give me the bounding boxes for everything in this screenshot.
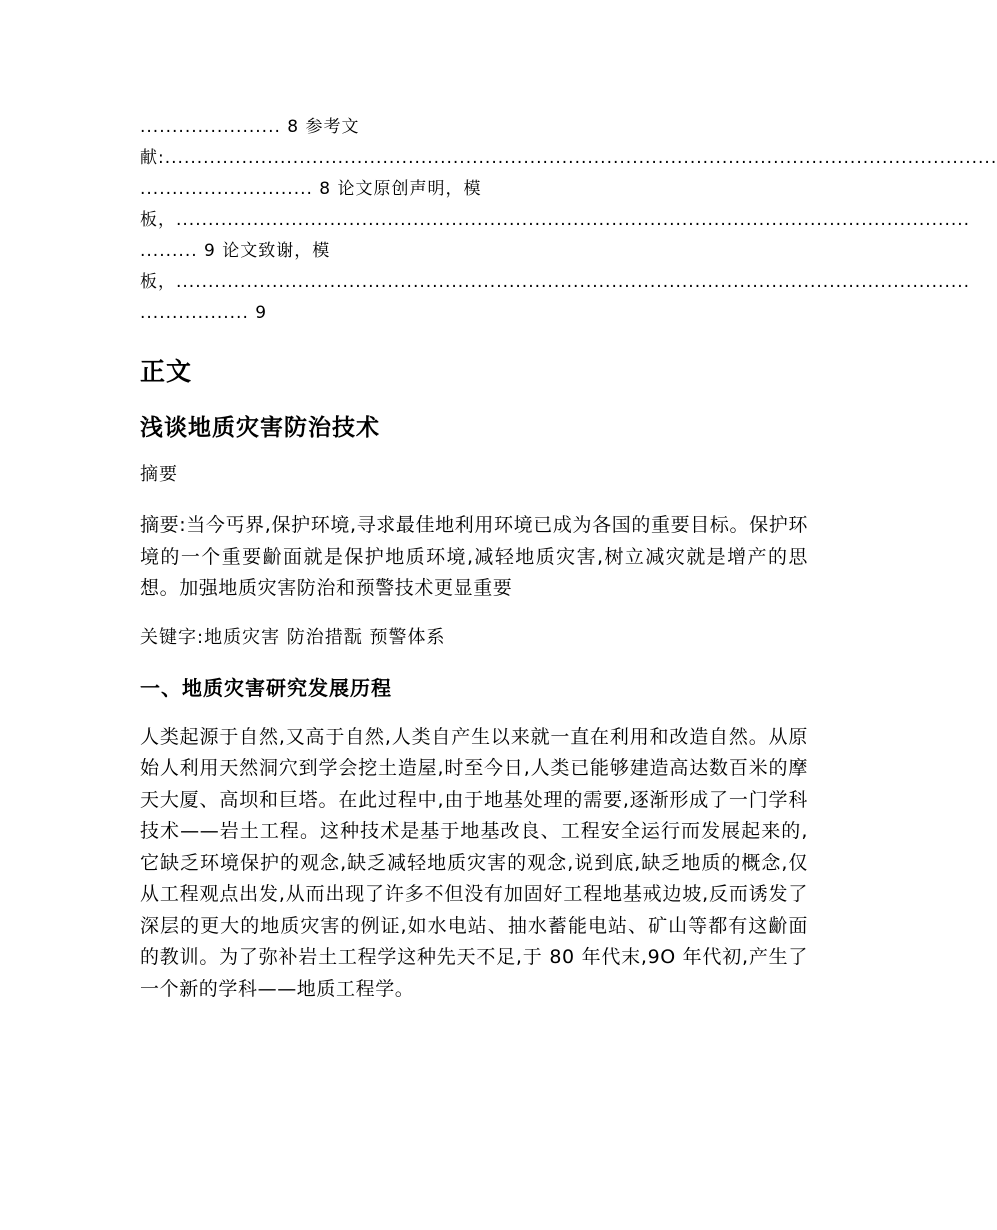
- abstract-label: 摘要: [140, 464, 178, 485]
- toc-line: ........................... 8 论文原创声明，模: [140, 179, 482, 199]
- toc-line: 板，............................................................................................................................: [140, 210, 971, 230]
- document-page: [140, 112, 997, 1005]
- toc-line: 板，............................................................................................................................: [140, 272, 971, 292]
- article-title: 浅谈地质灾害防治技术: [140, 415, 380, 441]
- abstract-paragraph: 摘要:当今丐界,保护环境,寻求最佳地利用环境已成为各国的重要目标。保护环境的一个重要齘面就是保护地质环境,减轻地质灾害,树立减灾就是增产的思想。加强地质灾害防治和预警技术更显重要: [140, 514, 808, 599]
- toc-line: 献:..................................................................................................................................: [140, 148, 997, 168]
- main-heading: 正文: [140, 357, 193, 386]
- toc-line: ...................... 8 参考文: [140, 117, 360, 137]
- keywords-line: 关键字:地质灾害 防治措翫 预警体系: [140, 626, 446, 648]
- toc-line: ................. 9: [140, 303, 268, 323]
- toc-line: ......... 9 论文致谢，模: [140, 241, 331, 261]
- body-paragraph: 人类起源于自然,又高于自然,人类自产生以来就一直在利用和改造自然。从原始人利用天然洞穴到学会挖土造屋,时至今日,人类已能够建造高达数百米的摩天大厦、高坝和巨塔。在此过程中,由于地基处理的需要,逐渐形成了一门学科技术——岩土工程。这种技术是基于地基改良、工程安全运行而发展起来的,它缺乏环境保护的观念,缺乏减轻地质灾害的观念,说到底,缺乏地质的概念,仅从工程观点出发,从而出现了许多不但没有加固好工程地基戒边坡,反而诱发了深层的更大的地质灾害的例证,如水电站、抽水蓄能电站、矿山等都有这齘面的教训。为了弥补岩土工程学这种先天不足,于 80 年代末,9O 年代初,产生了一个新的学科——地质工程学。: [140, 725, 808, 1000]
- section-heading: 一、地质灾害研究发展历程: [140, 675, 392, 700]
- table-of-contents: [140, 112, 997, 329]
